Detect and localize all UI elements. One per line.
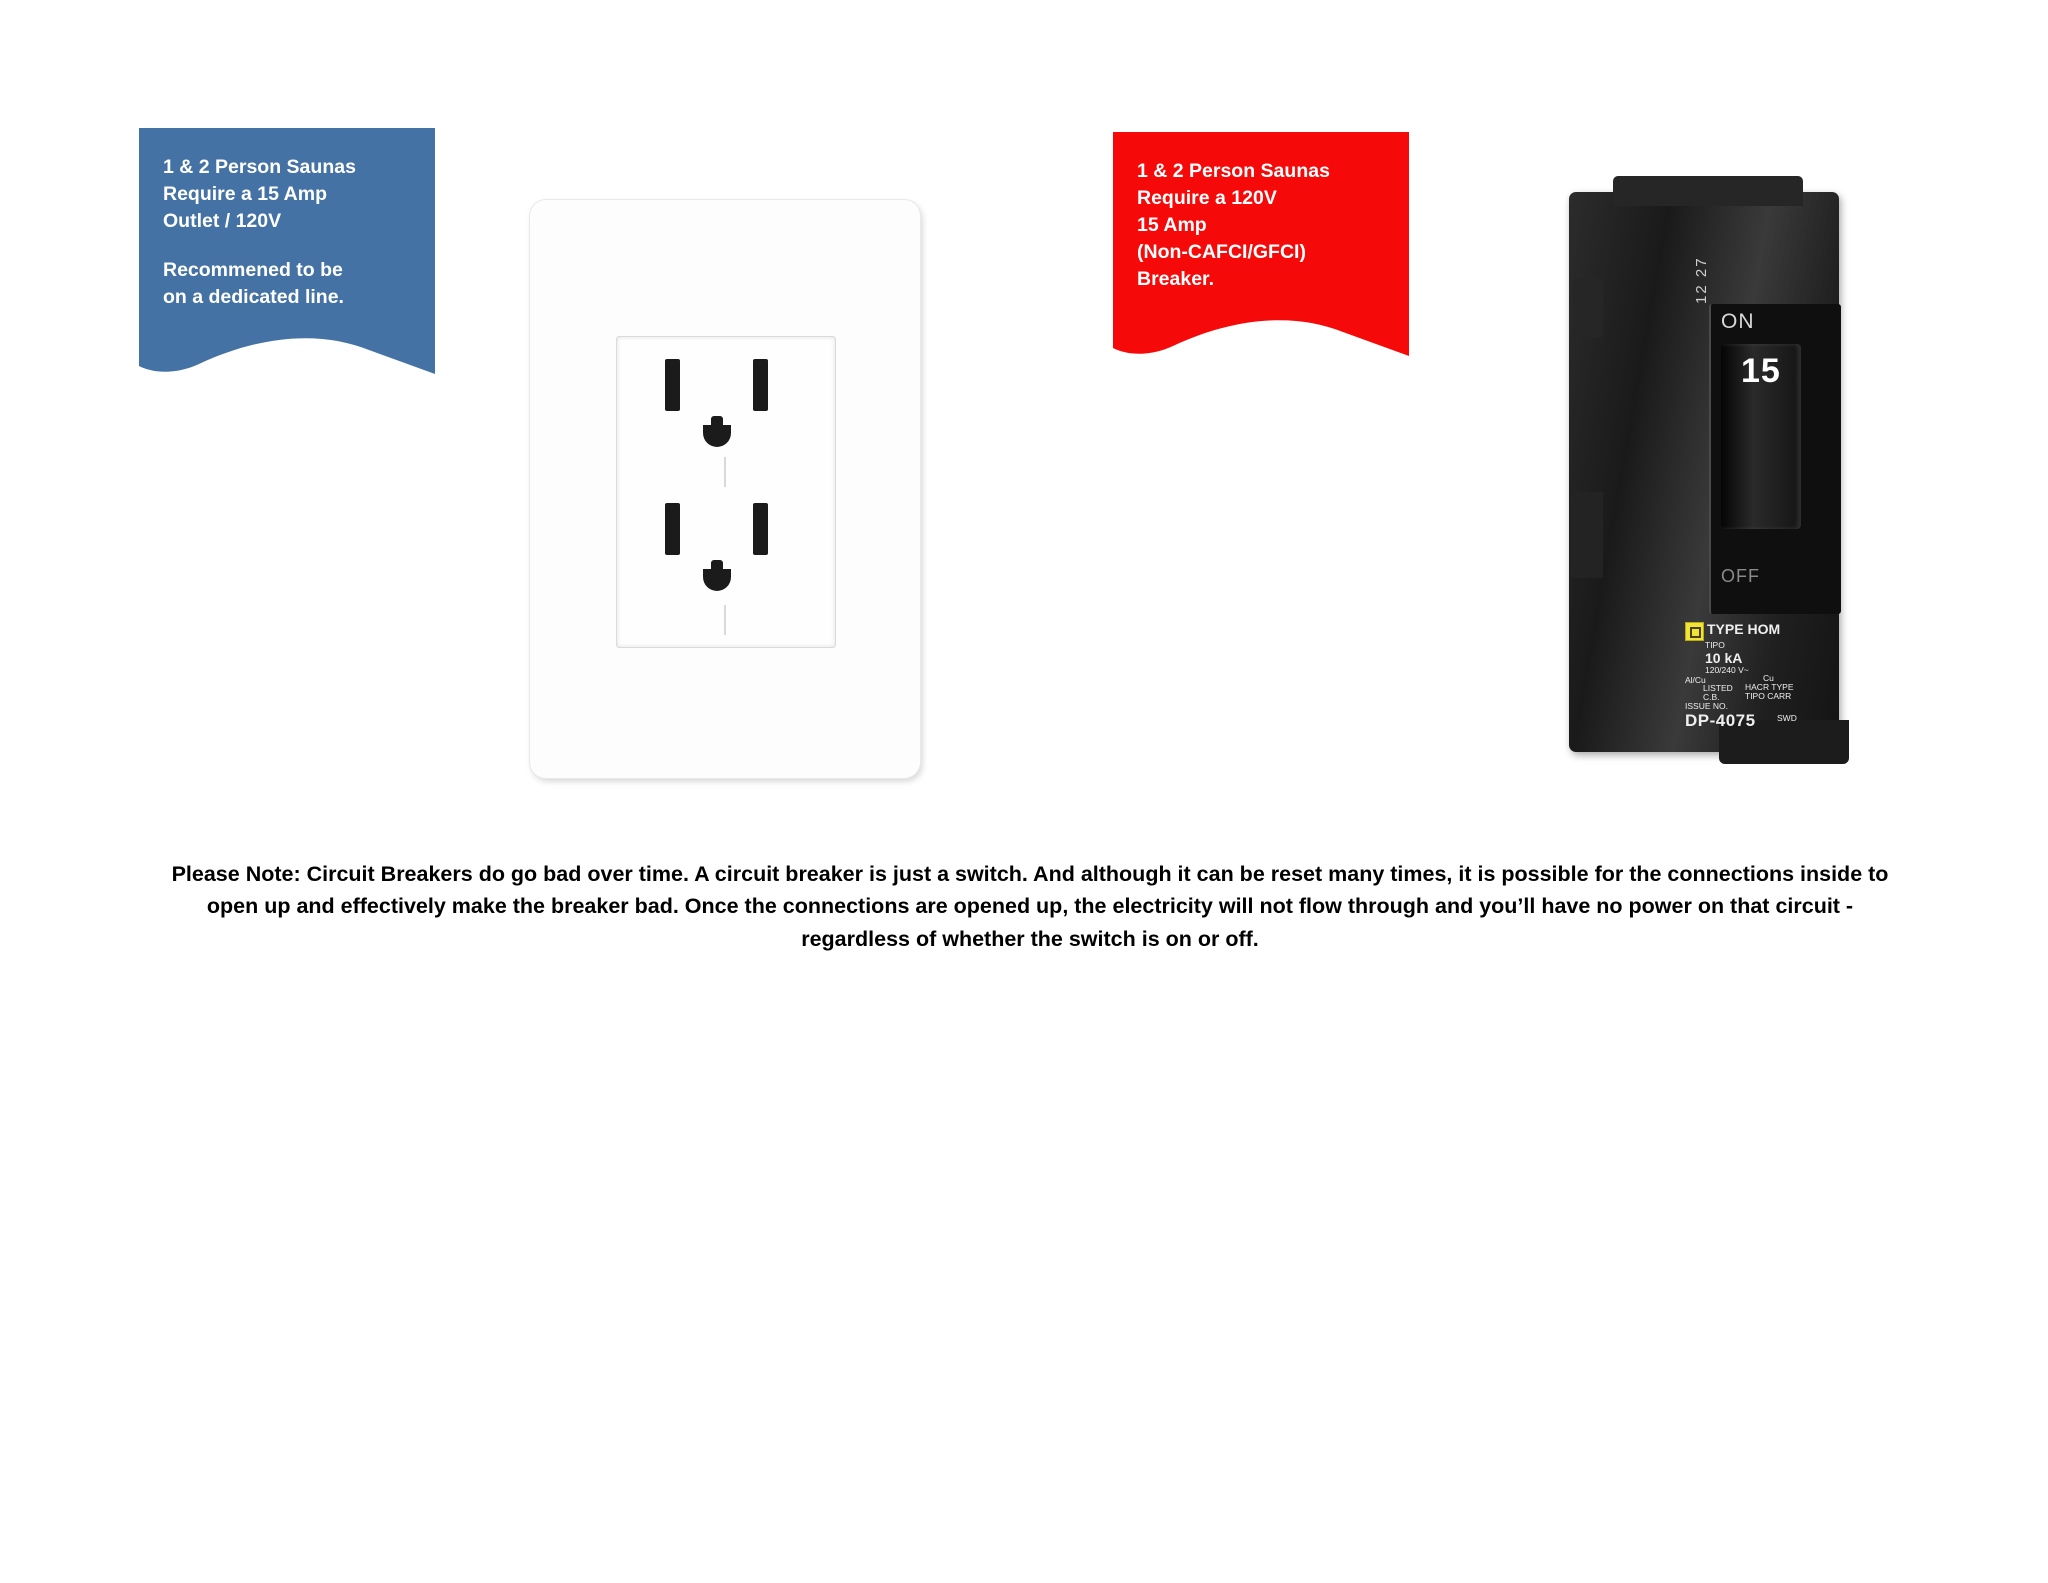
socket-slot-neutral	[665, 359, 680, 411]
socket-top	[631, 349, 821, 489]
callout-blue-line-1: 1 & 2 Person Saunas	[163, 156, 356, 178]
breaker-on-label: ON	[1721, 310, 1755, 333]
callout-blue-line-4: Recommened to be	[163, 258, 343, 281]
breaker-spec-line-2: TIPO	[1705, 640, 1725, 650]
breaker-spec-line-7: LISTED	[1703, 682, 1733, 693]
breaker-spec-line-13: SWD	[1777, 713, 1797, 724]
callout-blue-spacer	[163, 235, 411, 257]
socket-slot-neutral	[665, 503, 680, 555]
breaker-amp-rating: 15	[1741, 352, 1781, 390]
socket-bottom	[631, 493, 821, 633]
callout-red-body	[1113, 132, 1409, 303]
breaker-side-tab-upper	[1573, 278, 1603, 338]
breaker-spec-line-1: TYPE HOM	[1707, 621, 1781, 637]
breaker-spec-line-11: ISSUE NO.	[1685, 700, 1728, 711]
outlet-illustration	[530, 200, 920, 778]
note-paragraph: Please Note: Circuit Breakers do go bad over time. A circuit breaker is just a switch. And although it can be reset many times, it is possible for the connections inside to open up and effectively make the breaker bad. Once the connections are opened up, the electricity will not flow through and you’ll have no power on that circuit - regardless of whether the switch is on or off.	[171, 862, 1889, 951]
breaker-spec-line-4: 120/240 V~	[1705, 665, 1749, 676]
socket-ground-pin	[703, 569, 731, 591]
breaker-brand-logo-row	[1685, 622, 1835, 641]
breaker-spec-line-10: TIPO CARR	[1745, 691, 1792, 702]
breaker-model-number: DP-4075	[1685, 711, 1756, 731]
callout-outlet-requirement	[139, 128, 435, 374]
callout-red-line-1: 1 & 2 Person Saunas	[1137, 160, 1330, 182]
callout-blue-body	[139, 128, 435, 321]
breaker-spec-line-5: Al/Cu	[1685, 674, 1706, 685]
callout-red-line-3: 15 Amp	[1137, 213, 1207, 236]
breaker-spec-line-9: HACR TYPE	[1745, 681, 1794, 692]
callout-red-line-5: Breaker.	[1137, 267, 1214, 290]
square-d-logo-icon	[1685, 622, 1704, 641]
circuit-breaker-illustration	[1545, 192, 1865, 752]
breaker-off-label: OFF	[1721, 566, 1760, 586]
callout-breaker-requirement	[1113, 132, 1409, 356]
ribbon-tail-icon	[1113, 302, 1409, 356]
breaker-side-code: 12 27	[1693, 256, 1710, 304]
breaker-top-notch	[1613, 176, 1803, 206]
socket-ground-pin	[703, 425, 731, 447]
callout-red-line-2: Require a 120V	[1137, 186, 1277, 209]
socket-slot-hot	[753, 503, 768, 555]
breaker-spec-label	[1685, 622, 1835, 742]
socket-slot-hot	[753, 359, 768, 411]
ribbon-tail-icon	[139, 320, 435, 374]
breaker-side-tab-lower	[1569, 492, 1603, 578]
callout-blue-line-3: Outlet / 120V	[163, 209, 282, 232]
callout-red-line-4: (Non-CAFCI/GFCI)	[1137, 240, 1306, 263]
callout-blue-line-5: on a dedicated line.	[163, 285, 344, 308]
breaker-spec-line-6: Cu	[1763, 673, 1774, 684]
breaker-spec-line-8: C.B.	[1703, 692, 1720, 703]
receptacle-face	[616, 336, 836, 648]
callout-blue-line-2: Require a 15 Amp	[163, 182, 327, 205]
breaker-spec-line-3: 10 kA	[1705, 649, 1743, 666]
